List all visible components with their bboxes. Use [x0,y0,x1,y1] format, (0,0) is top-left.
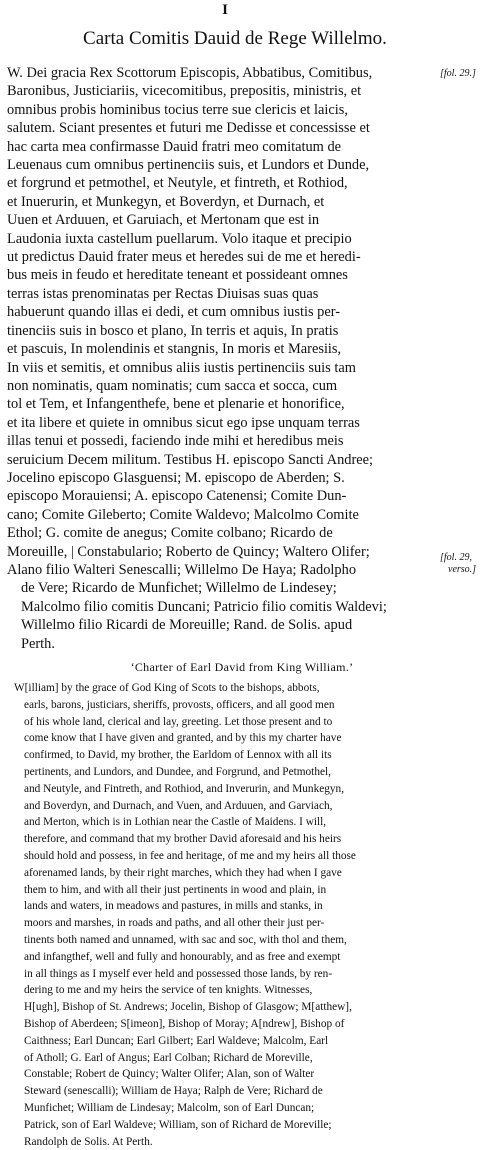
english-line: in all things as I myself ever held and possessed those lands, by ren- [24,967,333,980]
latin-line: et pascuis, In molendinis et stangnis, In moris et Maresiis, [7,341,342,358]
latin-line: hac carta mea confirmasse Dauid fratri meo comitatum de [7,138,342,155]
english-line: Patrick, son of Earl Waldeve; William, son of Richard de Moreville; [24,1118,332,1131]
english-line: confirmed, to David, my brother, the Earldom of Lennox with all its [24,749,332,762]
english-line: and Boverdyn, and Durnach, and Vuen, and Arduuen, and Garviach, [24,799,333,812]
english-line: moors and marshes, in roads and paths, and all other their just per- [24,917,325,930]
latin-line: ut predictus Dauid frater meus et heredes sui de me et heredi- [7,249,361,266]
english-line: Randolph de Solis. At Perth. [24,1135,153,1148]
english-line: and Neutyle, and Fintreth, and Rothiod, and Inverurin, and Munkegyn, [24,782,345,795]
latin-line: habuerunt quando illas ei dedi, et cum omnibus iustis per- [7,304,341,321]
english-line: and infangthef, well and fully and honourably, and as free and exempt [24,950,341,963]
latin-line: Moreuille, | Constabulario; Roberto de Quincy; Waltero Olifer; [7,543,370,560]
english-line: W[illiam] by the grace of God King of Scots to the bishops, abbots, [14,682,320,694]
folio-note: [fol. 29.] [440,68,476,79]
english-line: earls, barons, justiciars, sheriffs, provosts, officers, and all good men [24,698,335,711]
latin-line: Perth. [21,635,55,652]
english-line: Constable; Robert de Quincy; Walter Olifer; Alan, son of Walter [24,1068,315,1081]
translation-title: ‘Charter of Earl David from King William.’ [130,660,354,674]
latin-line: illas tenui et possedi, faciendo inde mihi et heredibus meis [7,433,344,450]
english-line: tinents both named and unnamed, with sac and soc, with thol and them, [24,933,347,946]
latin-line: seruicium Decem militum. Testibus H. episcopo Sancti Andree; [7,451,374,468]
latin-line: et ita libere et quiete in omnibus sicut ego ipse unquam terras [7,414,360,431]
latin-text [7,64,435,653]
latin-line: cano; Comite Gileberto; Comite Waldevo; Malcolmo Comite [7,506,359,523]
latin-line: omnibus probis hominibus tocius terre sue clericis et laicis, [7,101,348,118]
english-line: Bishop of Aberdeen; S[imeon], Bishop of Moray; A[ndrew], Bishop of [24,1017,345,1030]
latin-line: W. Dei gracia Rex Scottorum Episcopis, Abbatibus, Comitibus, [7,65,373,81]
english-line: and Merton, which is in Lothian near the Castle of Maidens. I will, [24,816,327,829]
english-line: Steward (senescalli); William de Haya; Ralph de Vere; Richard de [24,1085,323,1098]
latin-line: et forgrund et petmothel, et Neutyle, et fintreth, et Rothiod, [7,175,348,192]
latin-line: Ethol; G. comite de anegus; Comite colbano; Ricardo de [7,525,333,542]
latin-line: Alano filio Walteri Senescalli; Willelmo De Haya; Radolpho [7,561,357,578]
latin-line: Jocelino episcopo Glasguensi; M. episcopo de Aberden; S. [7,469,345,486]
latin-line: episcopo Morauiensi; A. episcopo Catenensi; Comite Dun- [7,488,347,505]
english-line: aforenamed lands, by their right marches, which they had when I gave [24,866,342,879]
charter-number: I [222,2,228,18]
latin-line: Willelmo filio Ricardi de Moreuille; Rand. de Solis. apud [21,617,353,634]
latin-line: salutem. Sciant presentes et futuri me Dedisse et concessisse et [7,120,370,137]
latin-line: terras istas prenominatas per Rectas Diuisas suas quas [7,285,319,302]
english-line: of his whole land, clerical and lay, greeting. Let those present and to [24,715,333,728]
english-line: pertinents, and Lundors, and Dundee, and Forgrund, and Petmothel, [24,765,331,778]
latin-line: Malcolmo filio comitis Duncani; Patricio filio comitis Waldevi; [21,598,387,615]
english-line: H[ugh], Bishop of St. Andrews; Jocelin, Bishop of Glasgow; M[atthew], [24,1001,352,1014]
latin-line: et Inuerurin, et Munkegyn, et Boverdyn, et Durnach, et [7,193,325,210]
english-line: come know that I have given and granted, and by this my charter have [24,732,342,745]
english-line: therefore, and command that my brother David aforesaid and his heirs [24,833,342,846]
latin-line: Baronibus, Justiciariis, vicecomitibus, prepositis, ministris, et [7,83,362,100]
latin-line: Leuenaus cum omnibus pertinenciis suis, et Lundors et Dunde, [7,157,370,174]
latin-line: tinenciis suis in bosco et plano, In terris et aquis, In pratis [7,322,339,339]
latin-line: de Vere; Ricardo de Munfichet; Willelmo de Lindesey; [21,580,337,597]
folio-note: [fol. 29, [440,552,472,563]
latin-line: In viis et semitis, et omnibus aliis iustis pertinenciis suis tam [7,359,356,376]
latin-line: bus meis in feudo et hereditate teneant et possideant omnes [7,267,348,284]
english-line: lands and waters, in meadows and pastures, in mills and stanks, in [24,900,323,913]
english-line: of Atholl; G. Earl of Angus; Earl Colban; Richard de Moreville, [24,1051,313,1064]
english-line: them to him, and with all their just pertinents in wood and plain, in [24,883,327,896]
english-line: should hold and possess, in fee and heritage, of me and my heirs all those [24,849,356,862]
english-translation [14,680,484,1150]
english-line: Munfichet; William de Lindesay; Malcolm, son of Earl Duncan; [24,1101,315,1114]
latin-line: tol et Tem, et Infangenthefe, bene et plenarie et honorifice, [7,396,345,413]
latin-line: Uuen et Arduuen, et Garuiach, et Mertonam que est in [7,212,320,229]
latin-line: non nominatis, quam nominatis; cum sacca et socca, cum [7,377,338,394]
english-line: dering to me and my heirs the service of ten knights. Witnesses, [24,984,313,997]
folio-note: verso.] [448,564,477,575]
charter-title: Carta Comitis Dauid de Rege Willelmo. [83,28,387,49]
english-line: Caithness; Earl Duncan; Earl Gilbert; Earl Waldeve; Malcolm, Earl [24,1034,329,1047]
latin-line: Laudonia iuxta castellum puellarum. Volo itaque et precipio [7,230,352,247]
